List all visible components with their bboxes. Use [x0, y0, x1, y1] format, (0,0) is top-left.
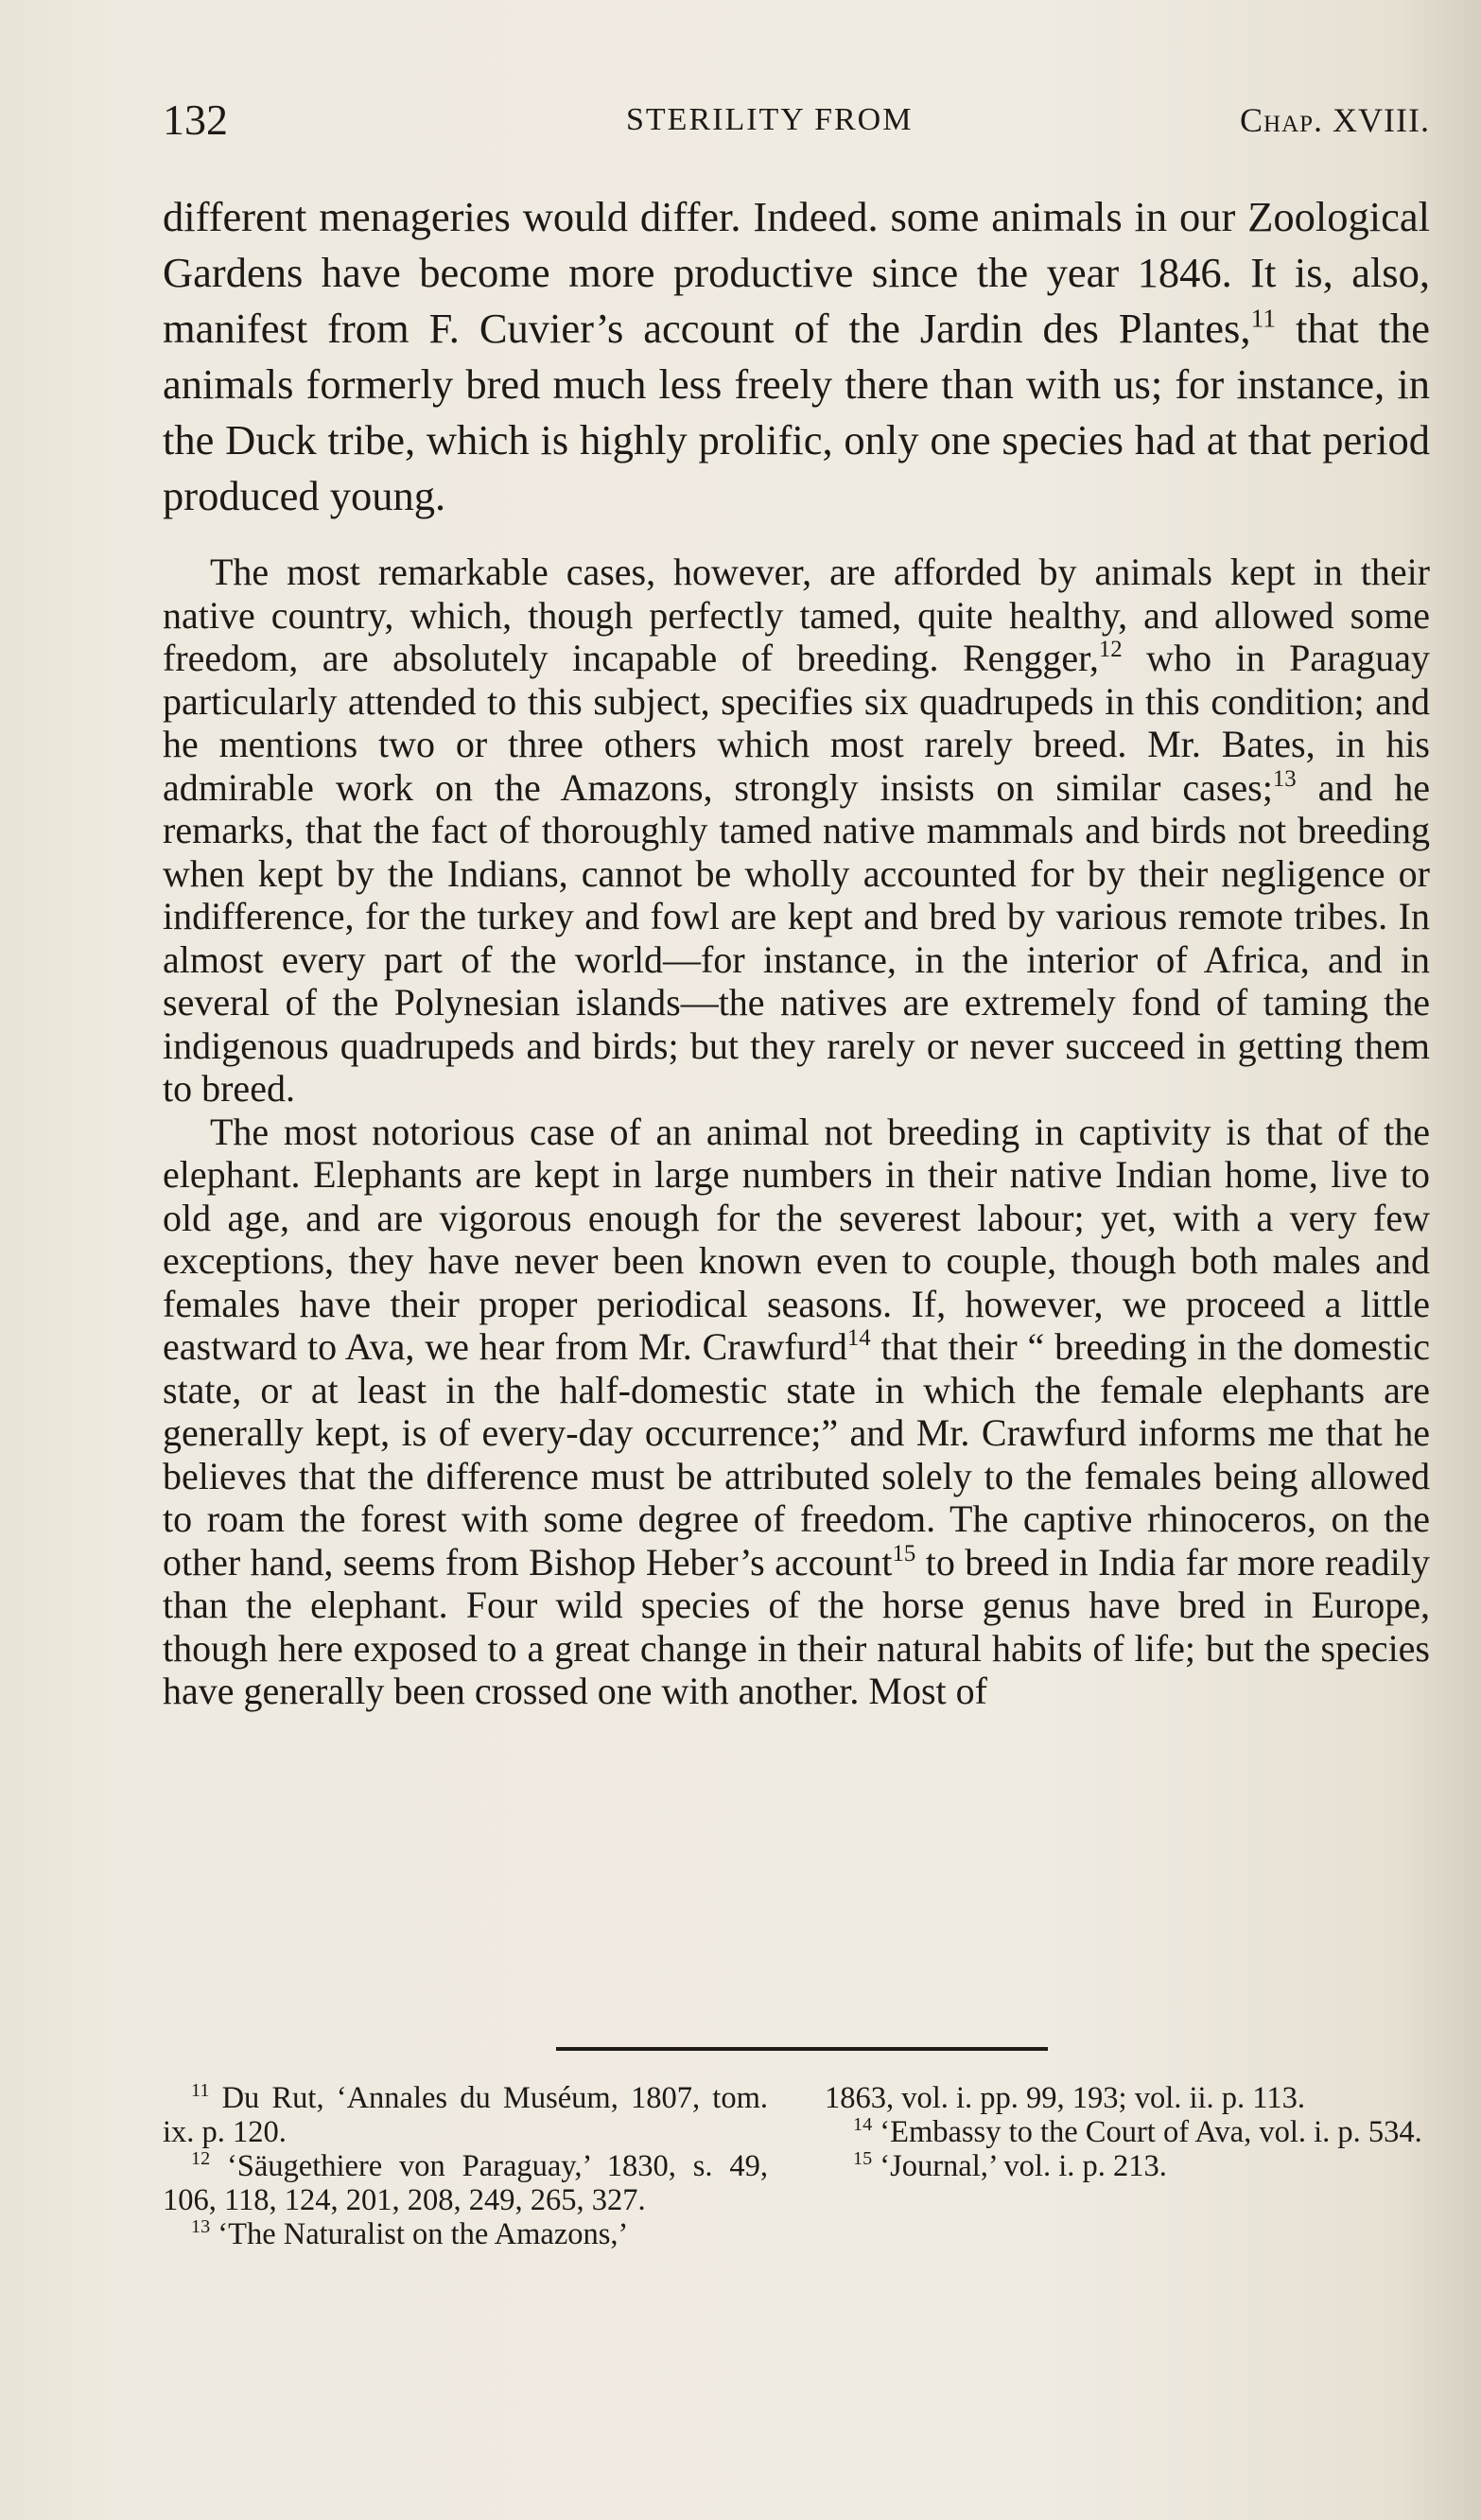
footnote-13-continuation: 1863, vol. i. pp. 99, 193; vol. ii. p. 113. [825, 2081, 1305, 2115]
footnote-number: 15 [853, 2147, 873, 2169]
footnote-text: Du Rut, ‘Annales du Muséum, 1807, tom. ix. p. 120. [163, 2081, 768, 2149]
paragraph-elephant [163, 1111, 1430, 1713]
footnote-text: ‘Embassy to the Court of Ava, vol. i. p. 534. [872, 2115, 1422, 2149]
footnote-number: 11 [191, 2079, 210, 2101]
footnote-number: 13 [191, 2215, 211, 2237]
page-number: 132 [163, 96, 228, 144]
footnote-ref: 15 [892, 1540, 916, 1566]
footnote-15 [825, 2149, 1430, 2183]
paragraph-continuation [163, 189, 1430, 524]
paragraph-text: different menageries would differ. Indeed. some animals in our Zoological Gardens have become more productive since the year 1846. It is, also, manifest from F. Cuvier’s account of the Jardin des Plantes, [163, 193, 1430, 352]
paragraph-text: The most notorious case of an animal not breeding in captivity is that of the elephant. Elephants are kept in large numbers in their native Indian home, live to old age, and are vigorous enough for the severest labour; yet, with a very few exceptions, they have never been known even to couple, though both males and females have their proper periodical seasons. If, however, we proceed a little eastward to Ava, we hear from Mr. Crawfurd [163, 1110, 1430, 1368]
paragraph-text: The most remarkable cases, however, are afforded by animals kept in their native country, which, though perfectly tamed, quite healthy, and allowed some freedom, are absolutely incapable of breeding. Rengger, [163, 551, 1430, 679]
paragraph-text: who in Paraguay particularly attended to this subject, specifies six quadrupeds in this condition; and he mentions two or three others which most rarely breed. Mr. Bates, in his admirable work on the Amazons, strongly insists on similar cases; [163, 637, 1431, 809]
footnotes-right-column [825, 2081, 1430, 2183]
main-text [163, 189, 1430, 1713]
footnote-divider [556, 2047, 1048, 2051]
footnote-12 [163, 2149, 768, 2217]
paragraph-text: that their “ breeding in the domestic state, or at least in the half-domestic state in which the female elephants are generally kept, is of every-day occurrence;” and Mr. Crawfurd informs me that he believes that the difference must be attributed solely to the females being allowed to roam the forest with some degree of freedom. The captive rhinoceros, on the other hand, seems from Bishop Heber’s account [163, 1325, 1430, 1584]
paragraph-text: and he remarks, that the fact of thoroughly tamed native mammals and birds not breeding when kept by the Indians, cannot be wholly accounted for by their negligence or indifference, for the turkey and fowl are kept and bred by various remote tribes. In almost every part of the world—for instance, in the interior of Africa, and in several of the Polynesian islands—the natives are extremely fond of taming the indigenous quadrupeds and birds; but they rarely or never succeed in getting them to breed. [163, 765, 1430, 1110]
footnote-text: ‘The Naturalist on the Amazons,’ [210, 2217, 629, 2251]
footnote-text: ‘Säugethiere von Paraguay,’ 1830, s. 49, 106, 118, 124, 201, 208, 249, 265, 327. [163, 2149, 768, 2217]
footnote-text: ‘Journal,’ vol. i. p. 213. [872, 2149, 1167, 2183]
footnote-ref: 14 [846, 1325, 871, 1352]
running-title: STERILITY FROM [626, 102, 914, 137]
paragraph-native-country [163, 551, 1430, 1111]
paragraph-text: to breed in India far more readily than the elephant. Four wild species of the horse genus have bred in Europe, though here exposed to a great change in their natural habits of life; but the species have generally been crossed one with another. Most of [163, 1540, 1431, 1712]
footnote-ref: 11 [1250, 303, 1277, 333]
chapter-label: Chap. XVIII. [1240, 101, 1430, 139]
footnote-14 [825, 2115, 1430, 2149]
page-header [163, 95, 1430, 151]
footnotes-left-column [163, 2081, 768, 2251]
footnote-number: 14 [853, 2113, 873, 2135]
footnote-11 [163, 2081, 768, 2149]
paragraph-text: that the animals formerly bred much less freely there than with us; for instance, in the Duck tribe, which is highly prolific, only one species had at that period produced young. [163, 305, 1430, 519]
footnote-ref: 13 [1272, 765, 1297, 792]
footnote-number: 12 [191, 2147, 211, 2169]
footnote-ref: 12 [1098, 637, 1123, 663]
footnote-13 [163, 2217, 768, 2251]
